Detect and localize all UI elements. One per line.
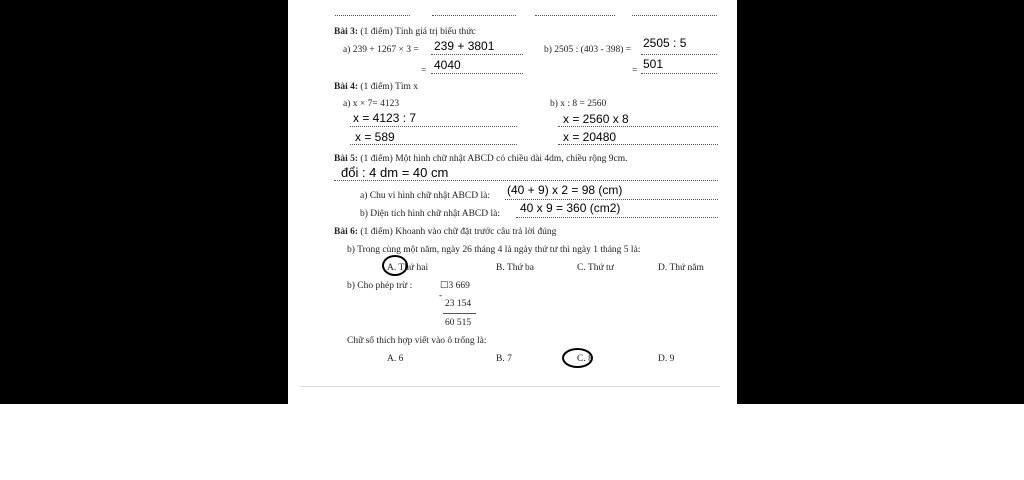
bai5-line-1: [334, 180, 718, 181]
bai3-a-line-2: [431, 73, 523, 74]
bai6-question-1: b) Trong cùng một năm, ngày 26 tháng 4 là ngày thứ tư thì ngày 1 tháng 5 là:: [347, 245, 641, 255]
bai6-q1-option-a: A. Thứ hai: [387, 263, 429, 273]
bai3-a-handwritten-2: 4040: [434, 58, 461, 72]
answer-circle-mark: [382, 255, 408, 276]
top-dotted-line-3: [535, 15, 615, 16]
bai5-b-handwritten: 40 x 9 = 360 (cm2): [520, 201, 621, 215]
bai4-title: Bài 4:: [334, 82, 359, 92]
bai5-heading: [334, 155, 628, 165]
bai4-b-expression: b) x : 8 = 2560: [550, 99, 607, 109]
right-black-margin: [737, 0, 1024, 404]
subtraction-underline: [443, 313, 476, 314]
bai3-heading: [334, 28, 476, 38]
bai6-question-2-prompt: Chữ số thích hợp viết vào ô trống là:: [347, 336, 487, 346]
bai4-heading: [334, 83, 418, 93]
subtraction-result: 60 515: [445, 318, 472, 328]
answer-circle-mark: [562, 348, 593, 368]
bai3-b-handwritten-2: 501: [643, 57, 664, 71]
subtraction-minus-sign: -: [439, 291, 443, 301]
bai4-desc: (1 điểm) Tìm x: [360, 82, 418, 92]
bai6-q2-option-a: A. 6: [387, 354, 404, 364]
bai3-b-line-1: [641, 54, 717, 55]
bai5-desc: (1 điểm) Một hình chữ nhật ABCD có chiều dài 4dm, chiều rộng 9cm.: [360, 154, 628, 164]
bai4-a-line-2: [350, 144, 517, 145]
bai6-q2-option-c: C. 8: [577, 354, 593, 364]
bai6-q2-option-d: D. 9: [658, 354, 675, 364]
page-bottom-divider: [300, 386, 720, 387]
bai3-b-equals: =: [632, 66, 638, 76]
bai3-a-equals: =: [421, 66, 427, 76]
bai6-desc: (1 điểm) Khoanh vào chữ đặt trước câu trả lời đúng: [360, 227, 557, 237]
bai4-a-line-1: [350, 126, 517, 127]
top-dotted-line-1: [335, 15, 410, 16]
bai6-q1-option-b: B. Thứ ba: [496, 263, 534, 273]
left-black-margin: [0, 0, 288, 404]
bai3-b-handwritten-1: 2505 : 5: [643, 36, 687, 50]
top-dotted-line-2: [432, 15, 516, 16]
bai6-title: Bài 6:: [334, 227, 359, 237]
bai5-title: Bài 5:: [334, 154, 359, 164]
bai3-title: Bài 3:: [334, 27, 359, 37]
bai4-a-handwritten-2: x = 589: [355, 130, 395, 144]
bai3-desc: (1 điểm) Tính giá trị biểu thức: [360, 27, 476, 37]
bai6-q2-option-b: B. 7: [496, 354, 512, 364]
bai5-b-line: [516, 217, 718, 218]
bai6-question-2: b) Cho phép trừ :: [347, 281, 413, 291]
bai5-handwritten-conversion: đổi : 4 dm = 40 cm: [341, 165, 449, 180]
bai4-b-handwritten-1: x = 2560 x 8: [563, 112, 629, 126]
bai4-b-line-1: [558, 126, 718, 127]
bai5-b-text: b) Diện tích hình chữ nhật ABCD là:: [360, 209, 500, 219]
bai6-heading: [334, 228, 556, 238]
bai3-a-handwritten-1: 239 + 3801: [434, 39, 495, 53]
bai6-q1-option-c: C. Thứ tư: [577, 263, 614, 273]
bai5-a-handwritten: (40 + 9) x 2 = 98 (cm): [507, 183, 623, 197]
bai4-b-line-2: [558, 144, 718, 145]
bai3-b-expression: b) 2505 : (403 - 398) =: [544, 45, 632, 55]
subtraction-top-number: ☐3 669: [440, 281, 470, 291]
bai3-b-line-2: [641, 73, 717, 74]
bai3-a-expression: a) 239 + 1267 × 3 =: [343, 45, 419, 55]
bai4-a-handwritten-1: x = 4123 : 7: [353, 111, 417, 125]
bai4-a-expression: a) x × 7= 4123: [343, 99, 400, 109]
bai6-q1-option-d: D. Thứ năm: [658, 263, 704, 273]
bai5-a-text: a) Chu vi hình chữ nhật ABCD là:: [360, 191, 490, 201]
bai3-a-line-1: [431, 54, 523, 55]
top-dotted-line-4: [632, 15, 717, 16]
bai4-b-handwritten-2: x = 20480: [563, 130, 617, 144]
bai5-a-line: [505, 199, 718, 200]
subtraction-second-number: 23 154: [445, 299, 472, 309]
